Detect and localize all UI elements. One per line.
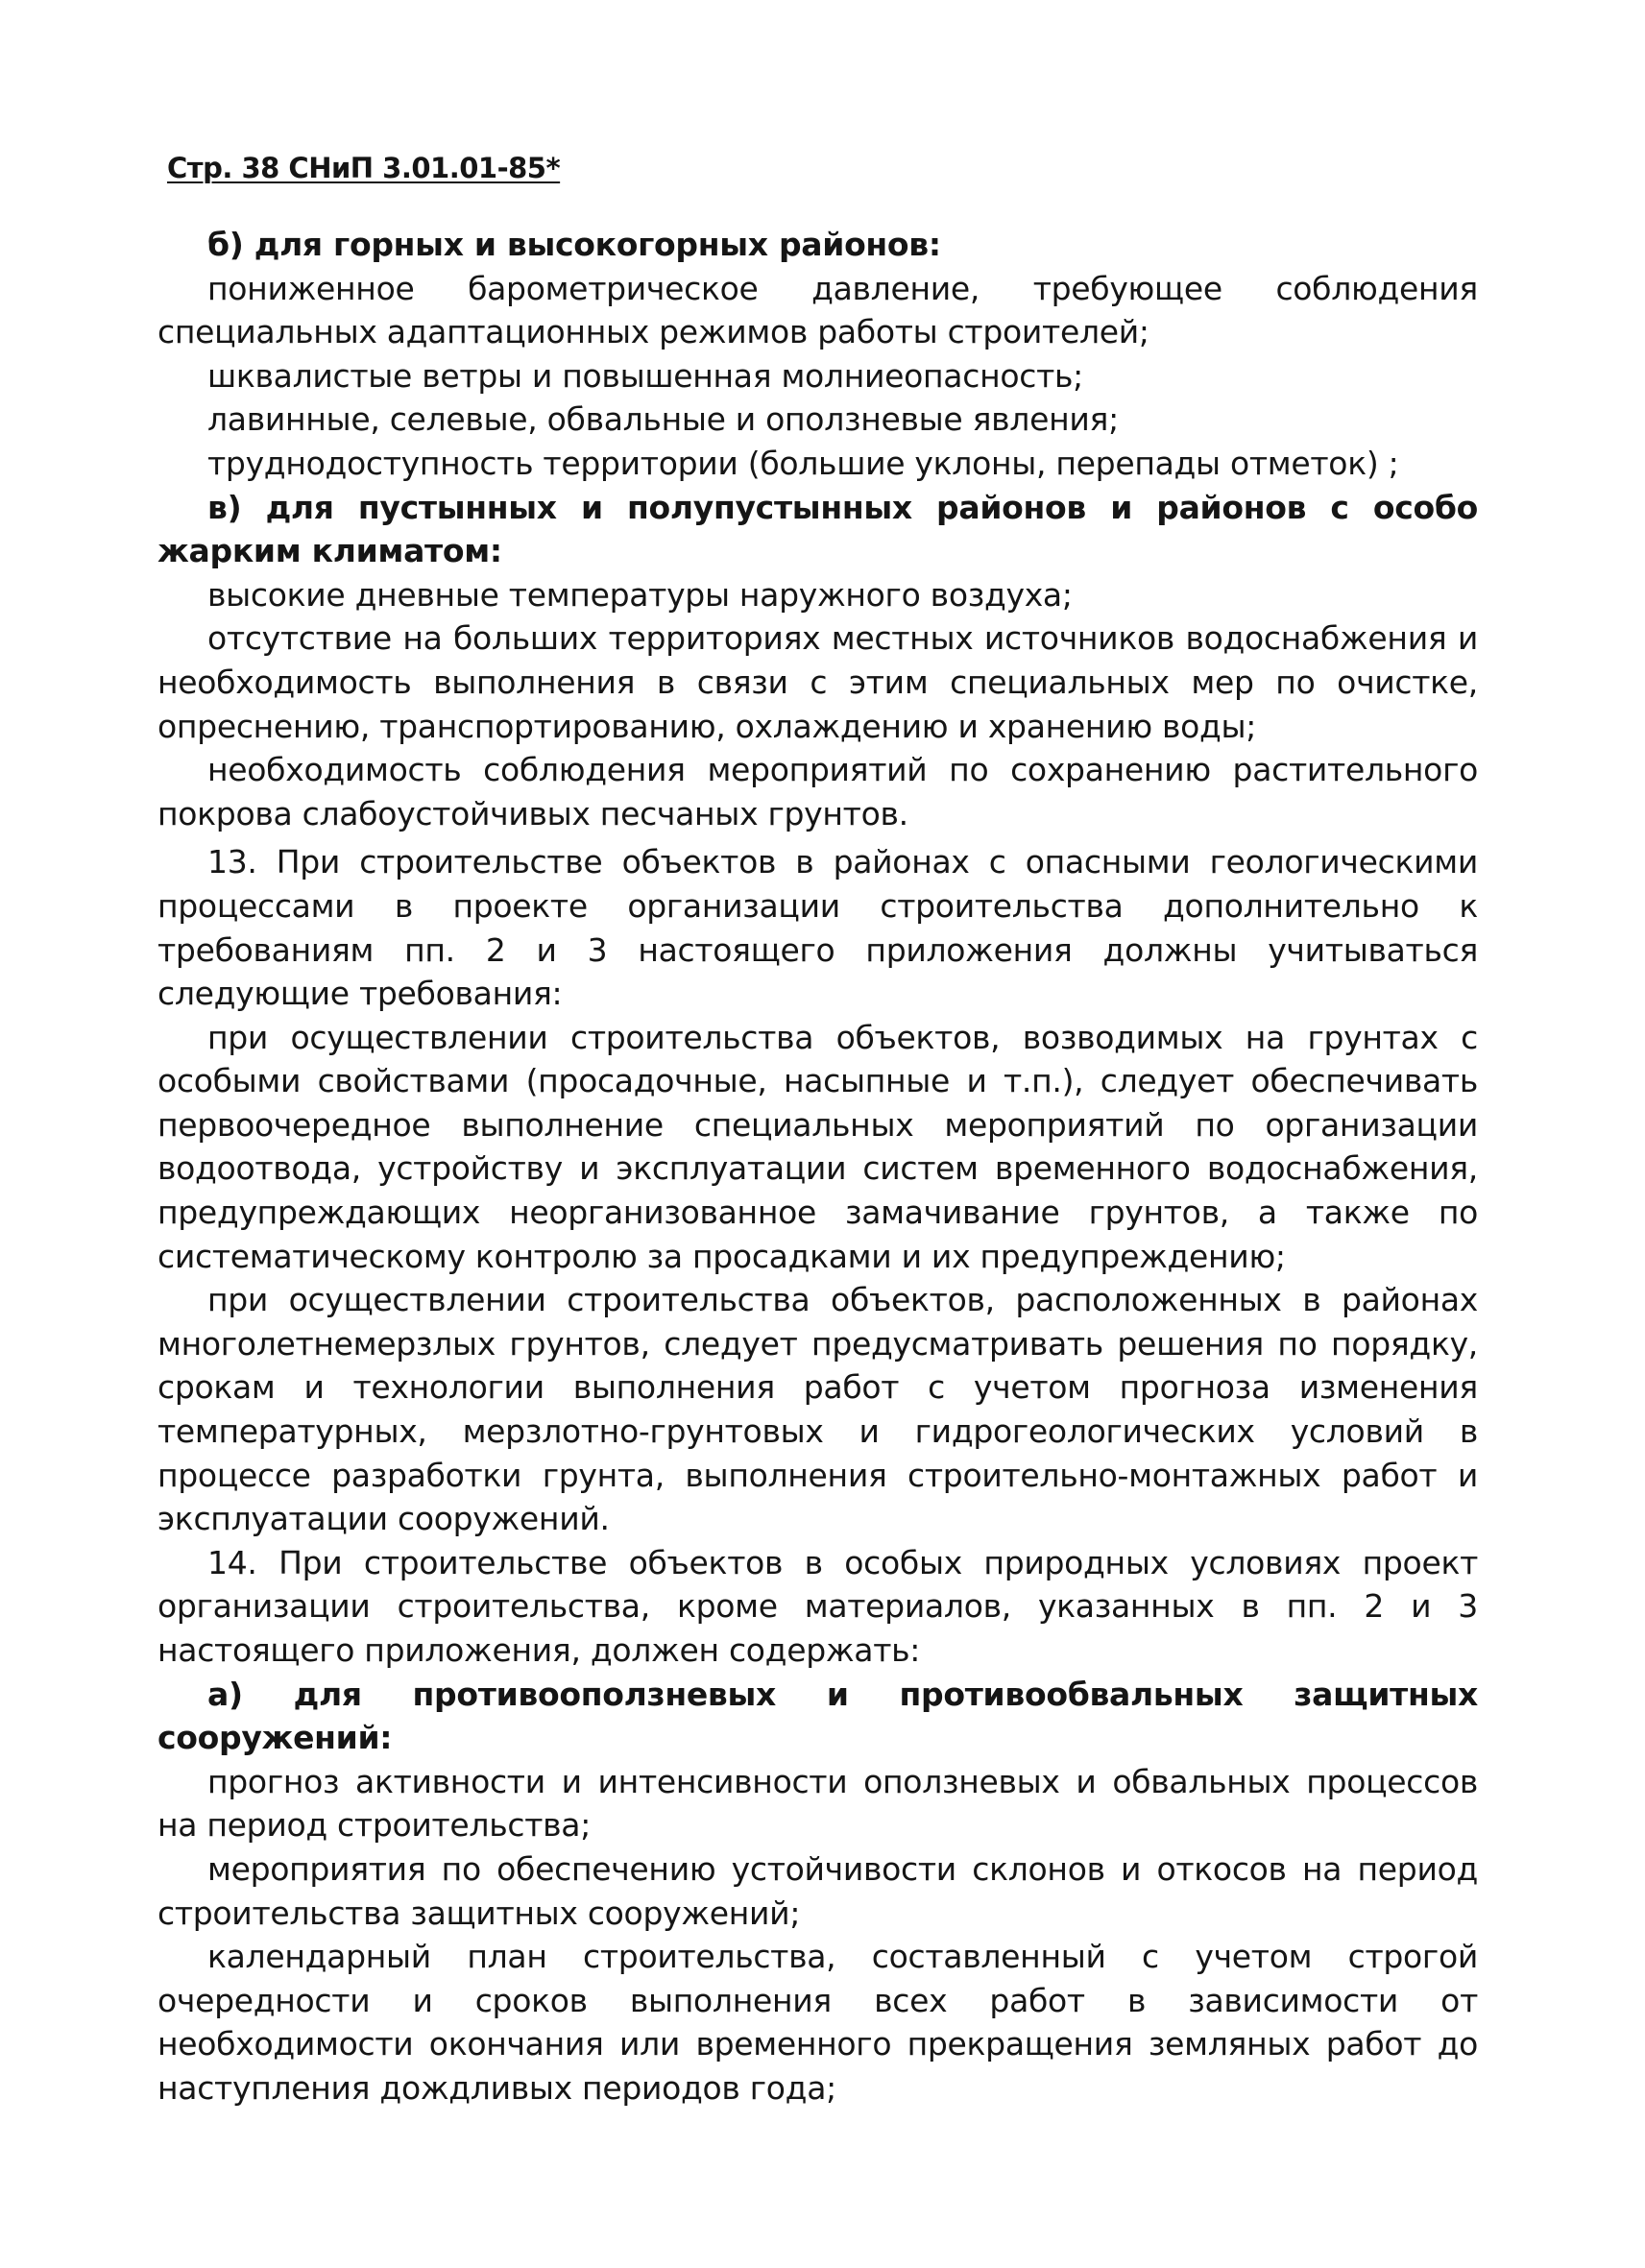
paragraph: при осуществлении строительства объектов, возводимых на грунтах с особыми свойствами (просадочные, насыпные и т.п.), следует обеспечивать первоочередное выполнение специальных мероприятий по организации водоотвода, устройству и эксплуатации систем временного водоснабжения, предупреждающих неорганизованное замачивание грунтов, а также по систематическому контролю за просадками и их предупреждению; xyxy=(157,1018,1478,1275)
clause-13: 13. При строительстве объектов в районах с опасными геологическими процессами в проекте организации строительства дополнительно к требованиям пп. 2 и 3 настоящего приложения должны учитываться следующие требования: xyxy=(157,843,1478,1013)
paragraph: прогноз активности и интенсивности оползневых и обвальных процессов на период строительства; xyxy=(157,1762,1478,1845)
paragraph: при осуществлении строительства объектов, расположенных в районах многолетнемерзлых грунтов, следует предусматривать решения по порядку, срокам и технологии выполнения работ с учетом прогноза изменения температурных, мерзлотно-грунтовых и гидрогеологических условий в процессе разработки грунта, выполнения строительно-монтажных работ и эксплуатации сооружений. xyxy=(157,1281,1478,1538)
subsection-heading-protective: а) для противооползневых и противообвальных защитных сооружений: xyxy=(157,1675,1478,1757)
page-header: Стр. 38 СНиП 3.01.01-85* xyxy=(167,152,561,184)
clause-14: 14. При строительстве объектов в особых природных условиях проект организации строительства, кроме материалов, указанных в пп. 2 и 3 настоящего приложения, должен содержать: xyxy=(157,1543,1478,1669)
document-body xyxy=(157,223,1478,2111)
paragraph: необходимость соблюдения мероприятий по сохранению растительного покрова слабоустойчивых песчаных грунтов. xyxy=(157,751,1478,832)
paragraph: календарный план строительства, составленный с учетом строгой очередности и сроков выполнения всех работ в зависимости от необходимости окончания или временного прекращения земляных работ до наступления дождливых периодов года; xyxy=(157,1938,1478,2107)
subsection-heading-desert: в) для пустынных и полупустынных районов и районов с особо жарким климатом: xyxy=(157,488,1478,570)
paragraph: труднодоступность территории (большие уклоны, перепады отметок) ; xyxy=(207,444,1399,482)
paragraph: высокие дневные температуры наружного воздуха; xyxy=(207,575,1073,614)
subsection-heading-mountain: б) для горных и высокогорных районов: xyxy=(207,226,941,263)
paragraph: пониженное барометрическое давление, требующее соблюдения специальных адаптационных режимов работы строителей; xyxy=(157,269,1478,351)
paragraph: отсутствие на больших территориях местных источников водоснабжения и необходимость выполнения в связи с этим специальных мер по очистке, опреснению, транспортированию, охлаждению и хранению воды; xyxy=(157,619,1478,745)
paragraph: шквалистые ветры и повышенная молниеопасность; xyxy=(207,356,1083,395)
paragraph: лавинные, селевые, обвальные и оползневые явления; xyxy=(207,400,1119,439)
paragraph: мероприятия по обеспечению устойчивости склонов и откосов на период строительства защитных сооружений; xyxy=(157,1849,1478,1932)
